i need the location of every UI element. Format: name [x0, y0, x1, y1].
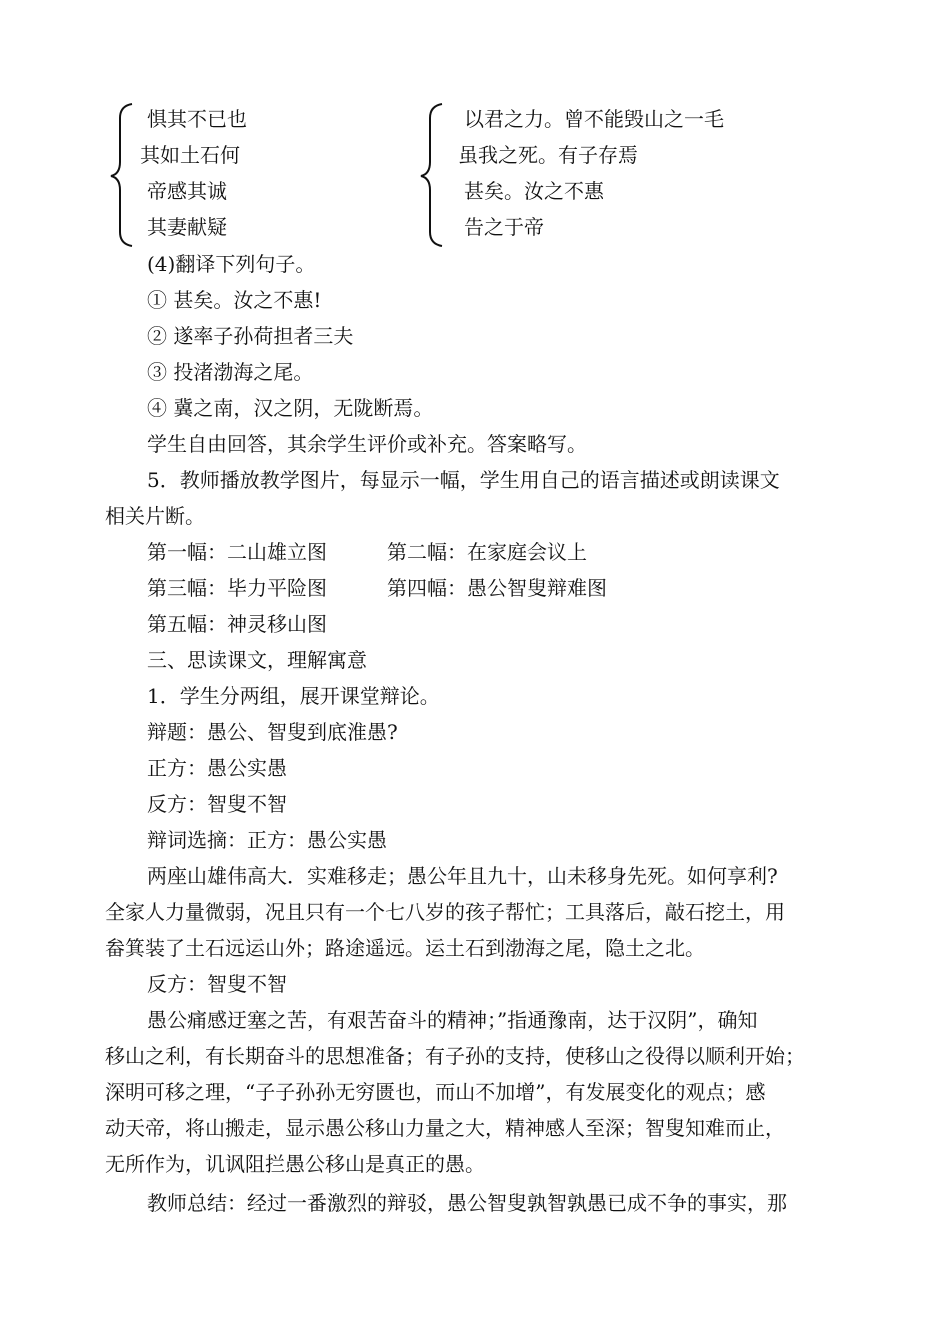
picture-3: 第三幅：毕力平险图: [147, 576, 327, 600]
pro-text-line-3: 畚箕装了土石远运山外；路途遥远。运土石到渤海之尾，隐土之北。: [105, 936, 705, 960]
picture-2: 第二幅：在家庭会议上: [387, 540, 587, 564]
translate-item-2: ② 遂率子孙荷担者三夫: [147, 324, 354, 348]
step5-line1: 5．教师播放教学图片，每显示一幅，学生用自己的语言描述或朗读课文: [147, 468, 780, 492]
match-right-1: 以君之力。曾不能毁山之一毛: [464, 107, 724, 131]
debate-pro: 正方：愚公实愚: [147, 756, 287, 780]
match-left-4: 其妻献疑: [147, 215, 227, 239]
con-text-line-1: 愚公痛感迂塞之苦，有艰苦奋斗的精神；”指通豫南，达于汉阴”，确知: [147, 1008, 758, 1032]
translate-item-4: ④ 冀之南，汉之阴，无陇断焉。: [147, 396, 434, 420]
translate-note: 学生自由回答，其余学生评价或补充。答案略写。: [147, 432, 587, 456]
translate-heading: (4)翻译下列句子。: [147, 252, 316, 276]
picture-4: 第四幅：愚公智叟辩难图: [387, 576, 607, 600]
match-right-3: 甚矣。汝之不惠: [464, 179, 604, 203]
section3-title: 三、思读课文，理解寓意: [147, 648, 367, 672]
match-left-1: 惧其不已也: [147, 107, 247, 131]
debate-excerpt: 辩词选摘：正方：愚公实愚: [147, 828, 387, 852]
section3-item1: 1．学生分两组，展开课堂辩论。: [147, 684, 440, 708]
con-text-line-4: 动天帝，将山搬走，显示愚公移山力量之大，精神感人至深；智叟知难而止，: [105, 1116, 785, 1140]
step5-line2: 相关片断。: [105, 504, 205, 528]
con-text-line-2: 移山之利，有长期奋斗的思想准备；有子孙的支持，使移山之役得以顺利开始；: [105, 1044, 805, 1068]
teacher-summary: 教师总结：经过一番激烈的辩驳，愚公智叟孰智孰愚已成不争的事实，那: [147, 1191, 787, 1215]
right-brace: [418, 100, 448, 250]
pro-text-line-2: 全家人力量微弱，况且只有一个七八岁的孩子帮忙；工具落后，敲石挖土，用: [105, 900, 785, 924]
picture-1: 第一幅：二山雄立图: [147, 540, 327, 564]
debate-topic: 辩题：愚公、智叟到底淮愚?: [147, 720, 398, 744]
debate-con: 反方：智叟不智: [147, 792, 287, 816]
match-left-3: 帝感其诚: [147, 179, 227, 203]
translate-item-1: ① 甚矣。汝之不惠!: [147, 288, 322, 312]
match-right-2: 虽我之死。有子存焉: [458, 143, 638, 167]
con-text-line-3: 深明可移之理，“子子孙孙无穷匮也，而山不加增”，有发展变化的观点；感: [105, 1080, 766, 1104]
translate-item-3: ③ 投渚渤海之尾。: [147, 360, 314, 384]
pro-text-line-1: 两座山雄伟高大．实难移走；愚公年且九十，山未移身先死。如何享利?: [147, 864, 778, 888]
left-brace: [108, 100, 138, 250]
match-right-4: 告之于帝: [464, 215, 544, 239]
con-label: 反方：智叟不智: [147, 972, 287, 996]
picture-5: 第五幅：神灵移山图: [147, 612, 327, 636]
con-text-line-5: 无所作为，讥讽阻拦愚公移山是真正的愚。: [105, 1152, 485, 1176]
match-left-2: 其如土石何: [140, 143, 240, 167]
